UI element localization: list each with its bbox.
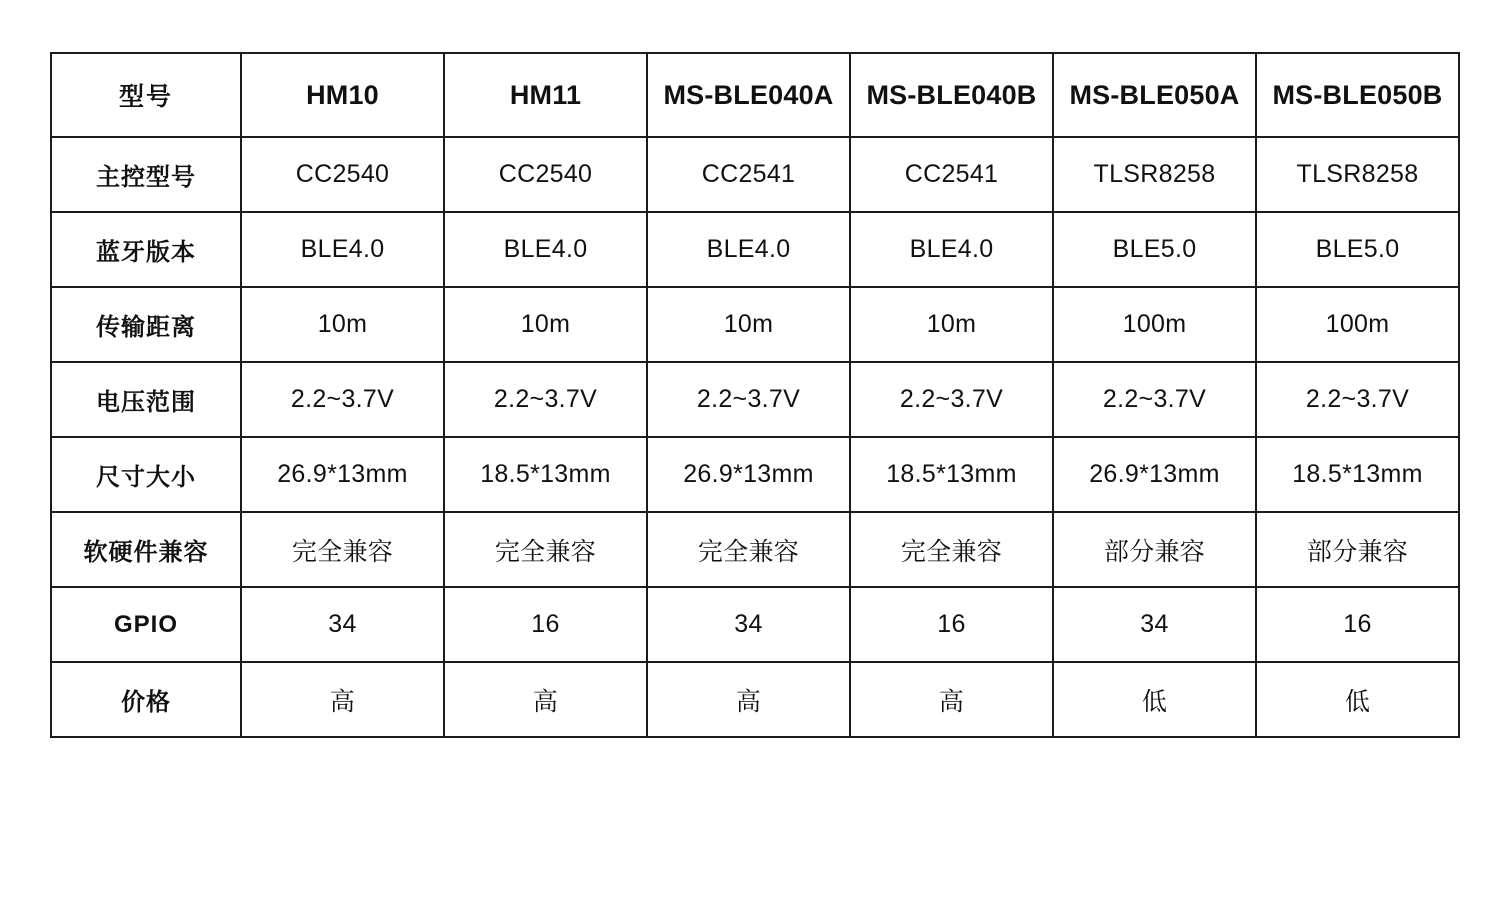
cell-bluetooth-version-ms-ble040a: BLE4.0 xyxy=(647,212,850,287)
cell-mcu-ms-ble040b: CC2541 xyxy=(850,137,1053,212)
table-body xyxy=(51,137,1459,737)
cell-price-ms-ble050a: 低 xyxy=(1053,662,1256,737)
cell-price-ms-ble040b: 高 xyxy=(850,662,1053,737)
column-header-ms-ble050b: MS-BLE050B xyxy=(1256,53,1459,137)
cell-range-ms-ble040b: 10m xyxy=(850,287,1053,362)
cell-mcu-ms-ble050b: TLSR8258 xyxy=(1256,137,1459,212)
column-header-ms-ble040a: MS-BLE040A xyxy=(647,53,850,137)
cell-compatibility-ms-ble050b: 部分兼容 xyxy=(1256,512,1459,587)
cell-bluetooth-version-hm10: BLE4.0 xyxy=(241,212,444,287)
cell-mcu-ms-ble050a: TLSR8258 xyxy=(1053,137,1256,212)
cell-price-ms-ble050b: 低 xyxy=(1256,662,1459,737)
table-row xyxy=(51,512,1459,587)
cell-voltage-hm11: 2.2~3.7V xyxy=(444,362,647,437)
cell-voltage-ms-ble040b: 2.2~3.7V xyxy=(850,362,1053,437)
cell-range-hm10: 10m xyxy=(241,287,444,362)
table-row xyxy=(51,587,1459,662)
row-label-dimensions: 尺寸大小 xyxy=(51,437,241,512)
row-label-gpio: GPIO xyxy=(51,587,241,662)
row-label-mcu: 主控型号 xyxy=(51,137,241,212)
table-header xyxy=(51,53,1459,137)
cell-compatibility-ms-ble040b: 完全兼容 xyxy=(850,512,1053,587)
cell-bluetooth-version-hm11: BLE4.0 xyxy=(444,212,647,287)
column-header-ms-ble050a: MS-BLE050A xyxy=(1053,53,1256,137)
cell-range-hm11: 10m xyxy=(444,287,647,362)
cell-gpio-ms-ble050a: 34 xyxy=(1053,587,1256,662)
cell-voltage-hm10: 2.2~3.7V xyxy=(241,362,444,437)
cell-price-hm10: 高 xyxy=(241,662,444,737)
cell-dimensions-ms-ble040b: 18.5*13mm xyxy=(850,437,1053,512)
cell-compatibility-ms-ble050a: 部分兼容 xyxy=(1053,512,1256,587)
cell-bluetooth-version-ms-ble040b: BLE4.0 xyxy=(850,212,1053,287)
cell-range-ms-ble050b: 100m xyxy=(1256,287,1459,362)
cell-compatibility-hm10: 完全兼容 xyxy=(241,512,444,587)
cell-voltage-ms-ble040a: 2.2~3.7V xyxy=(647,362,850,437)
cell-compatibility-hm11: 完全兼容 xyxy=(444,512,647,587)
cell-compatibility-ms-ble040a: 完全兼容 xyxy=(647,512,850,587)
column-header-hm11: HM11 xyxy=(444,53,647,137)
cell-bluetooth-version-ms-ble050a: BLE5.0 xyxy=(1053,212,1256,287)
cell-price-ms-ble040a: 高 xyxy=(647,662,850,737)
table-row xyxy=(51,437,1459,512)
cell-bluetooth-version-ms-ble050b: BLE5.0 xyxy=(1256,212,1459,287)
cell-mcu-ms-ble040a: CC2541 xyxy=(647,137,850,212)
cell-dimensions-hm10: 26.9*13mm xyxy=(241,437,444,512)
row-label-range: 传输距离 xyxy=(51,287,241,362)
table-row xyxy=(51,362,1459,437)
cell-mcu-hm10: CC2540 xyxy=(241,137,444,212)
table-row xyxy=(51,212,1459,287)
cell-range-ms-ble040a: 10m xyxy=(647,287,850,362)
table-row xyxy=(51,287,1459,362)
row-label-bluetooth-version: 蓝牙版本 xyxy=(51,212,241,287)
cell-dimensions-ms-ble040a: 26.9*13mm xyxy=(647,437,850,512)
table-row xyxy=(51,662,1459,737)
cell-gpio-ms-ble050b: 16 xyxy=(1256,587,1459,662)
cell-voltage-ms-ble050b: 2.2~3.7V xyxy=(1256,362,1459,437)
cell-dimensions-ms-ble050b: 18.5*13mm xyxy=(1256,437,1459,512)
column-header-ms-ble040b: MS-BLE040B xyxy=(850,53,1053,137)
cell-dimensions-hm11: 18.5*13mm xyxy=(444,437,647,512)
table-row xyxy=(51,137,1459,212)
cell-gpio-hm10: 34 xyxy=(241,587,444,662)
ble-module-comparison-table xyxy=(50,52,1460,738)
column-header-model-label: 型号 xyxy=(51,53,241,137)
cell-range-ms-ble050a: 100m xyxy=(1053,287,1256,362)
row-label-voltage: 电压范围 xyxy=(51,362,241,437)
column-header-hm10: HM10 xyxy=(241,53,444,137)
row-label-price: 价格 xyxy=(51,662,241,737)
cell-price-hm11: 高 xyxy=(444,662,647,737)
cell-gpio-ms-ble040a: 34 xyxy=(647,587,850,662)
cell-gpio-hm11: 16 xyxy=(444,587,647,662)
cell-dimensions-ms-ble050a: 26.9*13mm xyxy=(1053,437,1256,512)
cell-voltage-ms-ble050a: 2.2~3.7V xyxy=(1053,362,1256,437)
cell-mcu-hm11: CC2540 xyxy=(444,137,647,212)
cell-gpio-ms-ble040b: 16 xyxy=(850,587,1053,662)
row-label-compatibility: 软硬件兼容 xyxy=(51,512,241,587)
header-row xyxy=(51,53,1459,137)
